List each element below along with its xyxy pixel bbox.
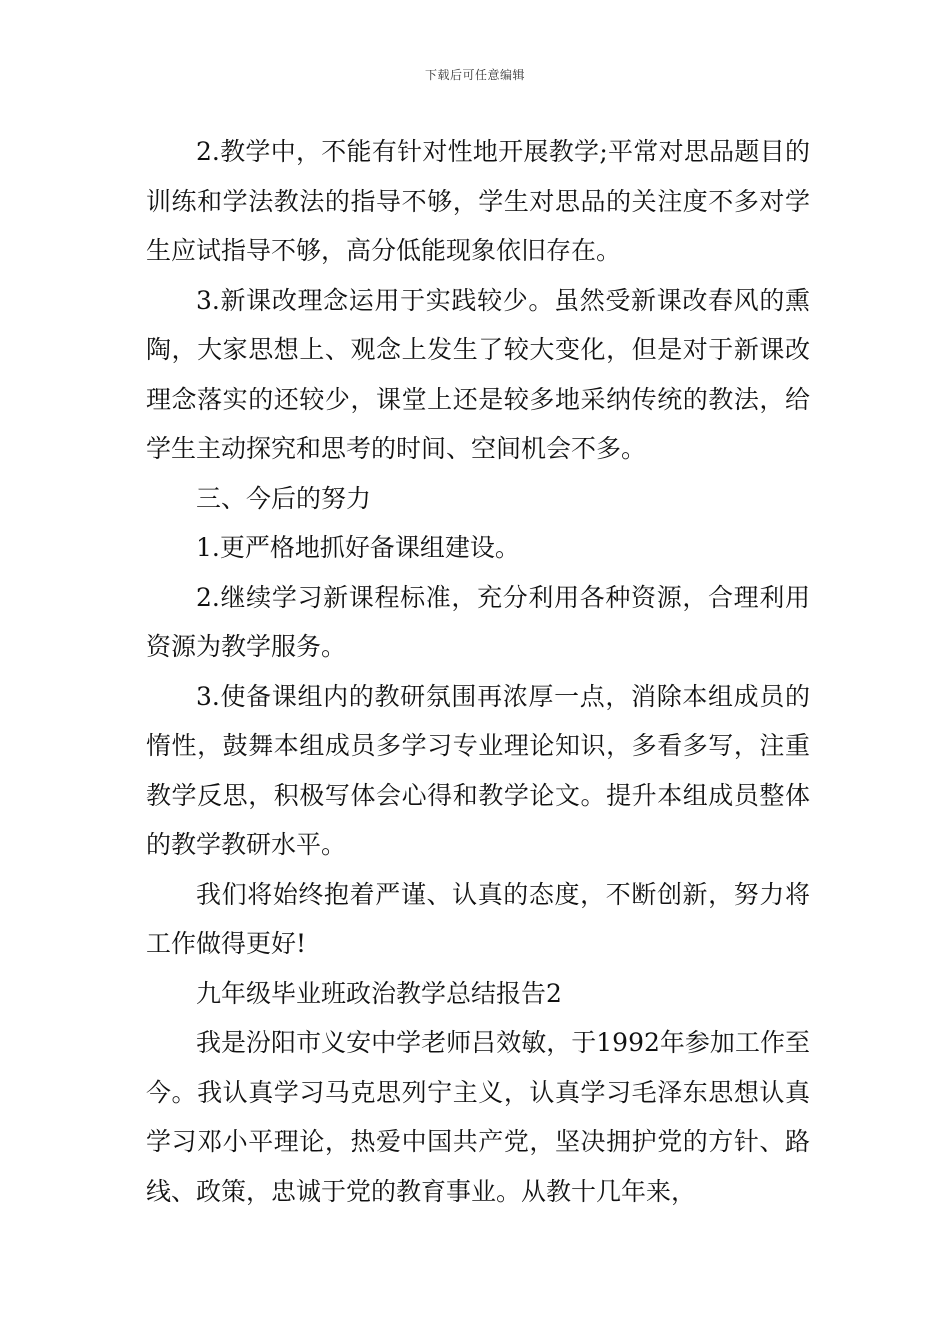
paragraph-teaching-issue-2: 2.教学中，不能有针对性地开展教学;平常对思品题目的训练和学法教法的指导不够，学生对思品的关注度不多对学生应试指导不够，高分低能现象依旧存在。 [146,137,810,265]
section-heading-future-efforts: 三、今后的努力 [196,483,372,513]
paragraph-teaching-issue-3: 3.新课改理念运用于实践较少。虽然受新课改春风的熏陶，大家思想上、观念上发生了较大变化，但是对于新课改理念落实的还较少，课堂上还是较多地采纳传统的教法，给学生主动探究和思考的时间、空间机会不多。 [146,285,810,463]
paragraph-report-2-intro: 我是汾阳市义安中学老师吕效敏，于1992年参加工作至今。我认真学习马克思列宁主义，认真学习毛泽东思想认真学习邓小平理论，热爱中国共产党，坚决拥护党的方针、路线、政策，忠诚于党的教育事业。从教十几年来， [146,1028,810,1206]
paragraph-effort-1: 1.更严格地抓好备课组建设。 [196,533,520,562]
report-2-title: 九年级毕业班政治教学总结报告2 [196,978,562,1008]
paragraph-effort-3: 3.使备课组内的教研氛围再浓厚一点，消除本组成员的惰性，鼓舞本组成员多学习专业理论知识，多看多写，注重教学反思，积极写体会心得和教学论文。提升本组成员整体的教学教研水平。 [146,681,810,859]
paragraph-closing: 我们将始终抱着严谨、认真的态度，不断创新，努力将工作做得更好! [146,879,810,958]
paragraph-effort-2: 2.继续学习新课程标准，充分利用各种资源，合理利用资源为教学服务。 [146,582,810,661]
document-body [146,127,810,1216]
page-header-note: 下载后可任意编辑 [424,68,525,82]
